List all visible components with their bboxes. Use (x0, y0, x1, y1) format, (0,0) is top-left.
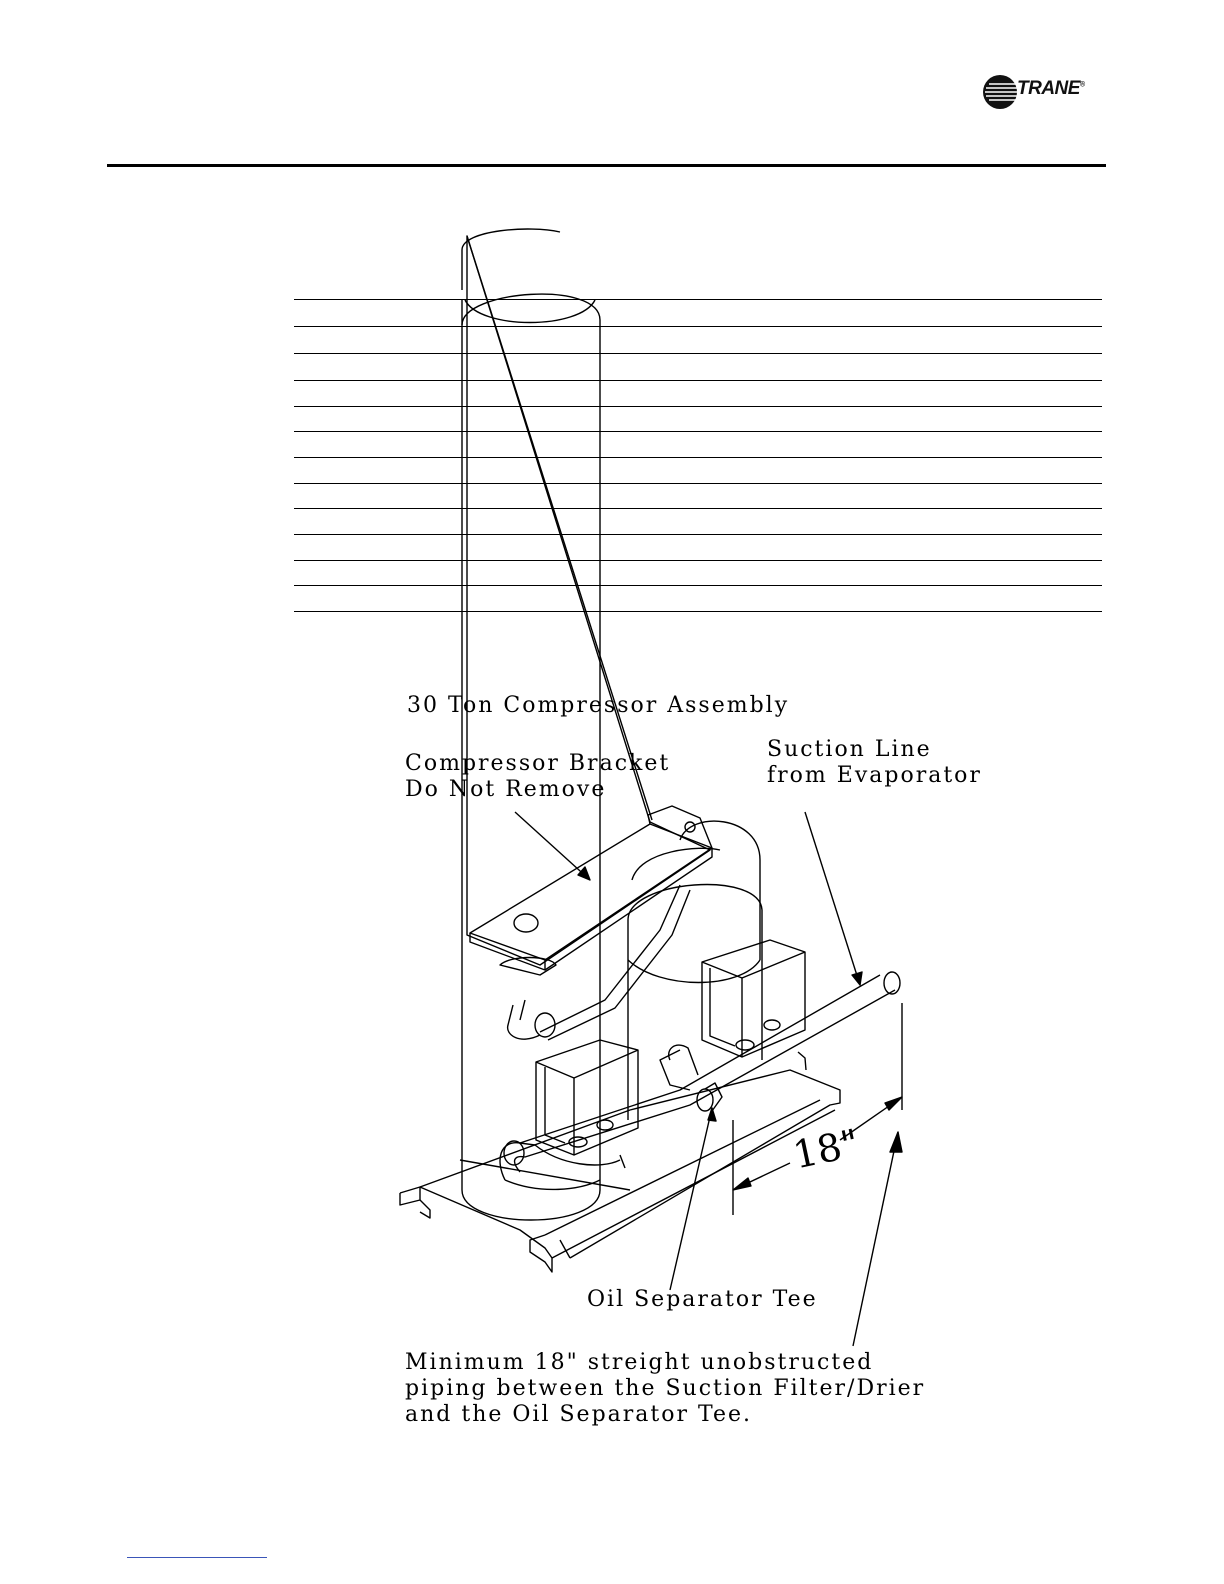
compressor-bracket (467, 236, 712, 975)
bracket-callout-line1: Compressor Bracket (405, 751, 671, 776)
bracket-callout-line2: Do Not Remove (405, 777, 607, 802)
figure-title: 30 Ton Compressor Assembly (407, 693, 790, 718)
dimension-18in (733, 1003, 902, 1215)
dimension-label: 18" (789, 1120, 863, 1178)
left-compressor (462, 229, 600, 1220)
suction-callout-line2: from Evaporator (767, 763, 982, 788)
right-terminal-box (702, 940, 805, 1057)
footer-link-underline (127, 1557, 267, 1558)
leader-lines (515, 812, 902, 1346)
note-line1: Minimum 18" streight unobstructed (405, 1350, 874, 1375)
note-line3: and the Oil Separator Tee. (405, 1402, 753, 1427)
tee-callout: Oil Separator Tee (587, 1287, 818, 1312)
brand-name: TRANE® (1017, 78, 1085, 99)
suction-callout-line1: Suction Line (767, 737, 932, 762)
note-line2: piping between the Suction Filter/Drier (405, 1376, 926, 1401)
